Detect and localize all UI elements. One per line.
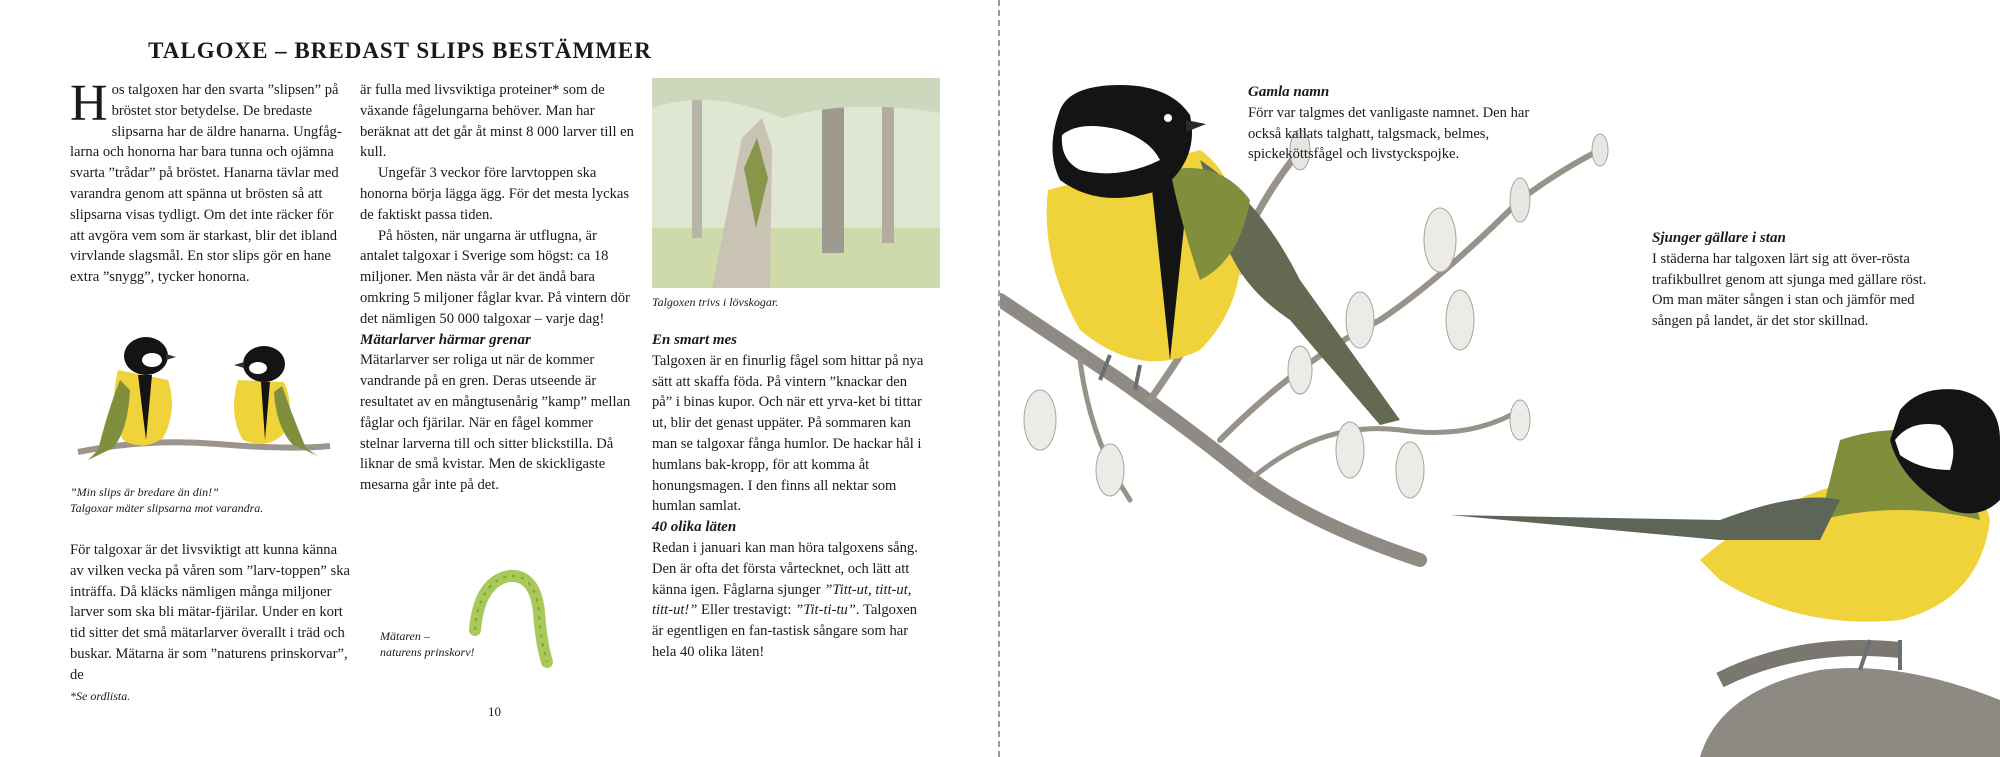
eggs-paragraph: Ungefär 3 veckor före larvtoppen ska honorna börja lägga ägg. För det mesta lyckas de faktiskt passa tiden.: [360, 165, 630, 223]
column-2: [360, 80, 635, 496]
two-great-tits-illustration: [68, 330, 338, 480]
caterpillar-caption-line-2: naturens prinskorv!: [380, 645, 475, 659]
laten-song-2: ”Tit-ti-tu”: [795, 602, 856, 619]
column-1: [70, 75, 342, 288]
intro-paragraph: [70, 75, 342, 288]
sjunger-box: [1652, 228, 1930, 332]
gamla-namn-heading: Gamla namn: [1248, 84, 1330, 100]
laten-text-2: Eller trestavigt:: [697, 602, 796, 619]
caterpillar-caption: [380, 628, 490, 660]
intro-text: os talgoxen har den svarta ”slipsen” på bröstet stor betydelse. De bredaste slipsarna har de äldre hanarna. Ungfåg-larna och honorna har bara tunna och ojämna svarta ”trådar” på bröstet. Hanarna tävlar med varandra genom att spänna ut brösten så att slipsarna visas tydligt. Om det inte räcker för att avgöra vem som är starkast, blir det ibland virvlande slagsmål. En stor slips gör en hane extra ”snygg”, tycker honorna.: [70, 82, 342, 286]
larvtopp-paragraph: För talgoxar är det livsviktigt att kunna känna av vilken vecka på våren som ”larv-toppen” ska inträffa. Då kläcks nämligen många miljoner larver som ska bli mätar-fjärilar. Under en kort tid sitter det små mätarlarver överallt i träd och buskar. Mätarna är som ”naturens prinskorvar”, de: [70, 542, 351, 683]
great-tit-right-icon: [1450, 389, 2000, 670]
sjunger-heading: Sjunger gällare i stan: [1652, 230, 1786, 246]
smart-mes-paragraph: Talgoxen är en finurlig fågel som hittar på nya sätt att skaffa föda. På vintern ”knackar den på” i binas kupor. Och när ett yrva-ket bi tittar ut, blir det genast uppäter. På sommaren kan man se talgoxar fånga humlor. De hackar hål i humlans bak-kropp, för att komma åt honungsmagen. I den finns all nektar som humlan samlat.: [652, 352, 924, 515]
column-3: [652, 330, 930, 663]
laten-song-1: ”Titt-ut, titt-ut, titt-ut!”: [652, 581, 912, 619]
population-paragraph: På hösten, när ungarna är utflugna, är antalet talgoxar i Sverige som högst: ca 18 miljoner. Men nästa vår är det ändå bara omkring 5 miljoner fåglar kvar. På vintern dör det nämligen 50 000 talgoxar – varje dag!: [360, 227, 630, 327]
gamla-namn-box: [1248, 82, 1538, 165]
page-title: TALGOXE – BREDAST SLIPS BESTÄMMER: [148, 38, 652, 63]
drop-cap: H: [70, 75, 108, 132]
column-1-lower: [70, 540, 350, 706]
perch-branch-icon: [1700, 648, 2000, 757]
gamla-namn-text: Förr var talgmes det vanligaste namnet. Den har också kallats talghatt, talgsmack, belmes, spickeköttsfågel och livstyckspojke.: [1248, 104, 1530, 163]
laten-text-1: Redan i januari kan man höra talgoxens sång. Den är ofta det första vårtecknet, och lätt att känna igen. Fåglarna sjunger: [652, 539, 918, 598]
page-number: 10: [488, 704, 501, 719]
matarlarver-heading: Mätarlarver härmar grenar: [360, 331, 531, 348]
laten-paragraph: [652, 538, 930, 663]
caterpillar-caption-line-1: Mätaren –: [380, 629, 430, 643]
matarlarver-paragraph: Mätarlarver ser roliga ut när de kommer vandrande på en gren. Deras utseende är resultatet av en mångtusenårig ”kamp” mellan fåglar och fjärilar. När en fågel kommer stelnar larverna till och sitter blickstilla. Då liknar de små kvistar. Men de skickligaste mesarna går inte på det.: [360, 352, 631, 494]
laten-text-3: . Talgoxen är egentligen en fan-tastisk sångare som har hela 40 olika läten!: [652, 602, 918, 660]
birds-caption: [70, 484, 350, 516]
forest-caption: Talgoxen trivs i lövskogar.: [652, 295, 779, 309]
birds-caption-line-2: Talgoxar mäter slipsarna mot varandra.: [70, 501, 264, 515]
birds-caption-line-1: ”Min slips är bredare än din!”: [70, 485, 219, 499]
sjunger-text: I städerna har talgoxen lärt sig att över-rösta trafikbullret genom att sjunga med gällare röst. Om man mäter sången i stan och jämför med sången på landet, är det stor skillnad.: [1652, 250, 1927, 330]
smart-mes-heading: En smart mes: [652, 332, 738, 348]
footnote: *Se ordlista.: [70, 688, 131, 703]
forest-watercolor: [652, 78, 940, 288]
protein-paragraph: är fulla med livsviktiga proteiner* som de växande fågelungarna behöver. Man har beräknat att det går åt minst 8 000 larver till en kull.: [360, 82, 634, 161]
bird-right-icon: [234, 346, 318, 456]
laten-heading: 40 olika läten: [652, 519, 737, 536]
